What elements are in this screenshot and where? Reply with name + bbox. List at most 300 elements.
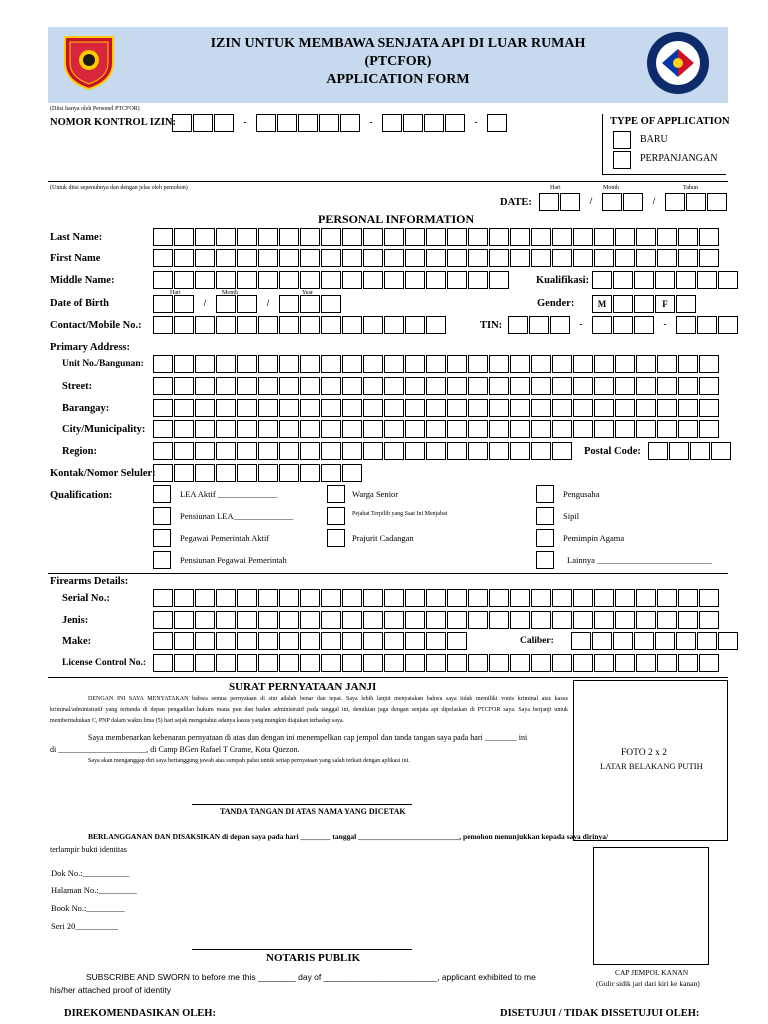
last-name-boxes[interactable] <box>153 228 720 246</box>
lainnya-checkbox[interactable] <box>536 551 554 569</box>
input-box[interactable] <box>468 355 488 373</box>
input-box[interactable] <box>279 228 299 246</box>
input-box[interactable] <box>321 295 341 313</box>
input-box[interactable] <box>529 316 549 334</box>
input-box[interactable] <box>363 228 383 246</box>
input-box[interactable] <box>342 271 362 289</box>
input-box[interactable] <box>594 399 614 417</box>
input-box[interactable] <box>613 632 633 650</box>
middle-name-boxes[interactable] <box>153 271 510 289</box>
input-box[interactable] <box>592 632 612 650</box>
input-box[interactable] <box>342 316 362 334</box>
input-box[interactable] <box>489 654 509 672</box>
input-box[interactable] <box>615 654 635 672</box>
input-box[interactable] <box>489 589 509 607</box>
input-box[interactable] <box>615 589 635 607</box>
input-box[interactable] <box>426 589 446 607</box>
input-box[interactable] <box>258 377 278 395</box>
input-box[interactable] <box>426 632 446 650</box>
input-box[interactable] <box>279 420 299 438</box>
input-box[interactable] <box>447 442 467 460</box>
input-box[interactable] <box>510 355 530 373</box>
input-box[interactable] <box>193 114 213 132</box>
input-box[interactable] <box>489 249 509 267</box>
input-box[interactable] <box>426 355 446 373</box>
input-box[interactable]: - <box>579 319 583 329</box>
input-box[interactable]: / <box>652 196 656 206</box>
input-box[interactable] <box>718 271 738 289</box>
input-box[interactable] <box>153 377 173 395</box>
input-box[interactable] <box>665 193 685 211</box>
input-box[interactable] <box>655 271 675 289</box>
input-box[interactable] <box>531 377 551 395</box>
input-box[interactable] <box>384 420 404 438</box>
input-box[interactable] <box>510 654 530 672</box>
input-box[interactable] <box>174 611 194 629</box>
input-box[interactable] <box>405 654 425 672</box>
input-box[interactable] <box>195 271 215 289</box>
input-box[interactable] <box>489 611 509 629</box>
input-box[interactable] <box>258 464 278 482</box>
input-box[interactable] <box>508 316 528 334</box>
input-box[interactable]: - <box>663 319 667 329</box>
input-box[interactable] <box>258 420 278 438</box>
contact-boxes[interactable] <box>153 316 447 334</box>
input-box[interactable] <box>298 114 318 132</box>
input-box[interactable] <box>300 442 320 460</box>
gender-f-box[interactable]: F <box>655 295 675 313</box>
input-box[interactable] <box>468 228 488 246</box>
input-box[interactable] <box>552 442 572 460</box>
input-box[interactable] <box>321 399 341 417</box>
gender-blank-box[interactable] <box>676 295 696 313</box>
input-box[interactable] <box>216 442 236 460</box>
input-box[interactable] <box>321 654 341 672</box>
input-box[interactable] <box>405 249 425 267</box>
input-box[interactable] <box>699 399 719 417</box>
input-box[interactable] <box>678 399 698 417</box>
input-box[interactable] <box>573 377 593 395</box>
input-box[interactable] <box>319 114 339 132</box>
serial-boxes[interactable] <box>153 589 720 607</box>
input-box[interactable] <box>237 442 257 460</box>
input-box[interactable] <box>678 654 698 672</box>
input-box[interactable] <box>384 316 404 334</box>
input-box[interactable] <box>445 114 465 132</box>
input-box[interactable] <box>531 399 551 417</box>
input-box[interactable] <box>489 420 509 438</box>
input-box[interactable] <box>195 228 215 246</box>
input-box[interactable] <box>489 228 509 246</box>
input-box[interactable] <box>405 316 425 334</box>
input-box[interactable] <box>174 316 194 334</box>
input-box[interactable] <box>174 442 194 460</box>
input-box[interactable] <box>623 193 643 211</box>
jenis-boxes[interactable] <box>153 611 720 629</box>
signature-line[interactable] <box>192 804 412 805</box>
input-box[interactable] <box>384 377 404 395</box>
input-box[interactable] <box>531 589 551 607</box>
input-box[interactable] <box>300 271 320 289</box>
input-box[interactable] <box>363 355 383 373</box>
input-box[interactable]: / <box>589 196 593 206</box>
input-box[interactable] <box>237 377 257 395</box>
input-box[interactable] <box>300 355 320 373</box>
input-box[interactable] <box>321 611 341 629</box>
input-box[interactable] <box>216 611 236 629</box>
input-box[interactable] <box>216 399 236 417</box>
input-box[interactable] <box>636 228 656 246</box>
input-box[interactable] <box>489 442 509 460</box>
input-box[interactable] <box>153 589 173 607</box>
input-box[interactable] <box>594 355 614 373</box>
input-box[interactable] <box>321 420 341 438</box>
input-box[interactable] <box>636 611 656 629</box>
input-box[interactable] <box>237 271 257 289</box>
input-box[interactable] <box>258 355 278 373</box>
input-box[interactable] <box>216 228 236 246</box>
input-box[interactable] <box>237 295 257 313</box>
input-box[interactable] <box>510 228 530 246</box>
input-box[interactable] <box>573 611 593 629</box>
input-box[interactable] <box>510 399 530 417</box>
input-box[interactable] <box>594 420 614 438</box>
input-box[interactable] <box>363 654 383 672</box>
input-box[interactable] <box>216 355 236 373</box>
input-box[interactable] <box>426 377 446 395</box>
input-box[interactable] <box>426 271 446 289</box>
region-boxes[interactable] <box>153 442 573 460</box>
input-box[interactable]: / <box>203 298 207 308</box>
input-box[interactable] <box>405 442 425 460</box>
input-box[interactable] <box>552 228 572 246</box>
input-box[interactable] <box>216 295 236 313</box>
input-box[interactable] <box>405 611 425 629</box>
prajurit-checkbox[interactable] <box>327 529 345 547</box>
input-box[interactable] <box>237 589 257 607</box>
input-box[interactable] <box>216 464 236 482</box>
input-box[interactable] <box>699 228 719 246</box>
input-box[interactable] <box>342 355 362 373</box>
input-box[interactable] <box>426 420 446 438</box>
input-box[interactable] <box>699 377 719 395</box>
input-box[interactable] <box>153 355 173 373</box>
input-box[interactable] <box>552 589 572 607</box>
input-box[interactable] <box>615 355 635 373</box>
input-box[interactable] <box>718 316 738 334</box>
input-box[interactable] <box>258 399 278 417</box>
input-box[interactable] <box>697 316 717 334</box>
input-box[interactable] <box>172 114 192 132</box>
input-box[interactable] <box>636 654 656 672</box>
input-box[interactable] <box>321 464 341 482</box>
input-box[interactable] <box>342 442 362 460</box>
input-box[interactable] <box>321 632 341 650</box>
input-box[interactable] <box>405 589 425 607</box>
input-box[interactable] <box>447 632 467 650</box>
input-box[interactable] <box>258 654 278 672</box>
input-box[interactable] <box>340 114 360 132</box>
input-box[interactable] <box>216 654 236 672</box>
input-box[interactable] <box>342 249 362 267</box>
input-box[interactable] <box>678 355 698 373</box>
input-box[interactable] <box>510 442 530 460</box>
input-box[interactable] <box>384 355 404 373</box>
input-box[interactable] <box>363 316 383 334</box>
input-box[interactable] <box>153 271 173 289</box>
input-box[interactable] <box>363 420 383 438</box>
input-box[interactable] <box>594 377 614 395</box>
input-box[interactable] <box>384 632 404 650</box>
pejabat-checkbox[interactable] <box>327 507 345 525</box>
input-box[interactable] <box>342 611 362 629</box>
kualifikasi-boxes[interactable] <box>592 271 739 289</box>
warga-senior-checkbox[interactable] <box>327 485 345 503</box>
input-box[interactable] <box>300 464 320 482</box>
input-box[interactable] <box>384 654 404 672</box>
input-box[interactable] <box>447 271 467 289</box>
thumbprint-box[interactable] <box>593 847 709 965</box>
input-box[interactable] <box>594 589 614 607</box>
input-box[interactable] <box>174 654 194 672</box>
input-box[interactable] <box>363 377 383 395</box>
input-box[interactable] <box>237 464 257 482</box>
input-box[interactable] <box>174 271 194 289</box>
input-box[interactable] <box>615 611 635 629</box>
input-box[interactable] <box>342 654 362 672</box>
input-box[interactable] <box>195 442 215 460</box>
input-box[interactable] <box>174 295 194 313</box>
input-box[interactable] <box>216 632 236 650</box>
input-box[interactable] <box>636 420 656 438</box>
input-box[interactable] <box>573 249 593 267</box>
input-box[interactable] <box>405 271 425 289</box>
input-box[interactable] <box>636 377 656 395</box>
input-box[interactable] <box>615 399 635 417</box>
lea-aktif-checkbox[interactable] <box>153 485 171 503</box>
input-box[interactable] <box>279 295 299 313</box>
make-boxes[interactable] <box>153 632 468 650</box>
input-box[interactable] <box>657 249 677 267</box>
input-box[interactable] <box>363 442 383 460</box>
input-box[interactable] <box>487 114 507 132</box>
input-box[interactable] <box>258 249 278 267</box>
input-box[interactable] <box>678 611 698 629</box>
input-box[interactable] <box>636 589 656 607</box>
input-box[interactable] <box>615 228 635 246</box>
input-box[interactable] <box>237 355 257 373</box>
input-box[interactable] <box>195 377 215 395</box>
input-box[interactable] <box>321 377 341 395</box>
input-box[interactable] <box>655 632 675 650</box>
input-box[interactable] <box>279 611 299 629</box>
input-box[interactable] <box>237 420 257 438</box>
sipil-checkbox[interactable] <box>536 507 554 525</box>
input-box[interactable] <box>613 316 633 334</box>
input-box[interactable]: - <box>243 117 247 127</box>
input-box[interactable] <box>550 316 570 334</box>
input-box[interactable] <box>300 399 320 417</box>
input-box[interactable] <box>531 654 551 672</box>
input-box[interactable] <box>447 228 467 246</box>
input-box[interactable] <box>279 654 299 672</box>
input-box[interactable] <box>531 228 551 246</box>
input-box[interactable] <box>153 295 173 313</box>
input-box[interactable] <box>657 654 677 672</box>
input-box[interactable] <box>321 316 341 334</box>
input-box[interactable] <box>634 632 654 650</box>
input-box[interactable]: - <box>474 117 478 127</box>
input-box[interactable] <box>403 114 423 132</box>
input-box[interactable] <box>615 377 635 395</box>
input-box[interactable] <box>342 464 362 482</box>
input-box[interactable] <box>676 316 696 334</box>
input-box[interactable] <box>426 399 446 417</box>
input-box[interactable] <box>153 420 173 438</box>
input-box[interactable]: / <box>266 298 270 308</box>
input-box[interactable] <box>384 611 404 629</box>
kontak-boxes[interactable] <box>153 464 363 482</box>
input-box[interactable] <box>300 589 320 607</box>
input-box[interactable] <box>531 611 551 629</box>
input-box[interactable] <box>384 271 404 289</box>
input-box[interactable] <box>153 228 173 246</box>
input-box[interactable] <box>153 654 173 672</box>
input-box[interactable] <box>174 355 194 373</box>
input-box[interactable] <box>573 355 593 373</box>
input-box[interactable] <box>573 654 593 672</box>
input-box[interactable] <box>699 611 719 629</box>
input-box[interactable] <box>216 271 236 289</box>
input-box[interactable] <box>363 399 383 417</box>
input-box[interactable] <box>258 611 278 629</box>
input-box[interactable] <box>279 399 299 417</box>
input-box[interactable] <box>279 355 299 373</box>
input-box[interactable] <box>321 249 341 267</box>
input-box[interactable] <box>468 377 488 395</box>
gender-boxes[interactable] <box>592 295 697 313</box>
input-box[interactable] <box>195 589 215 607</box>
input-box[interactable] <box>657 420 677 438</box>
input-box[interactable] <box>636 249 656 267</box>
input-box[interactable] <box>153 632 173 650</box>
input-box[interactable] <box>279 316 299 334</box>
input-box[interactable] <box>300 295 320 313</box>
street-boxes[interactable] <box>153 377 720 395</box>
input-box[interactable] <box>300 377 320 395</box>
input-box[interactable] <box>447 399 467 417</box>
input-box[interactable] <box>560 193 580 211</box>
input-box[interactable] <box>342 420 362 438</box>
input-box[interactable] <box>174 399 194 417</box>
input-box[interactable] <box>676 271 696 289</box>
input-box[interactable] <box>690 442 710 460</box>
input-box[interactable] <box>363 271 383 289</box>
input-box[interactable] <box>174 464 194 482</box>
postal-code-boxes[interactable] <box>648 442 732 460</box>
input-box[interactable] <box>342 228 362 246</box>
input-box[interactable] <box>300 249 320 267</box>
input-box[interactable] <box>531 420 551 438</box>
input-box[interactable] <box>258 589 278 607</box>
input-box[interactable] <box>300 420 320 438</box>
input-box[interactable] <box>237 399 257 417</box>
input-box[interactable] <box>405 228 425 246</box>
input-box[interactable] <box>539 193 559 211</box>
input-box[interactable] <box>510 611 530 629</box>
input-box[interactable] <box>256 114 276 132</box>
first-name-boxes[interactable] <box>153 249 720 267</box>
input-box[interactable] <box>615 420 635 438</box>
input-box[interactable] <box>489 399 509 417</box>
input-box[interactable] <box>405 377 425 395</box>
input-box[interactable] <box>573 399 593 417</box>
input-box[interactable] <box>300 228 320 246</box>
input-box[interactable] <box>615 249 635 267</box>
input-box[interactable] <box>384 442 404 460</box>
input-box[interactable] <box>405 355 425 373</box>
input-box[interactable] <box>237 654 257 672</box>
input-box[interactable] <box>594 611 614 629</box>
input-box[interactable] <box>405 399 425 417</box>
input-box[interactable] <box>258 632 278 650</box>
input-box[interactable] <box>699 420 719 438</box>
input-box[interactable] <box>468 249 488 267</box>
input-box[interactable] <box>552 355 572 373</box>
notary-signature-line[interactable] <box>192 949 412 950</box>
date-boxes[interactable] <box>539 193 728 211</box>
license-boxes[interactable] <box>153 654 720 672</box>
input-box[interactable] <box>195 654 215 672</box>
input-box[interactable] <box>195 355 215 373</box>
gender-blank-box[interactable] <box>613 295 633 313</box>
input-box[interactable] <box>321 271 341 289</box>
input-box[interactable] <box>279 464 299 482</box>
input-box[interactable] <box>573 228 593 246</box>
input-box[interactable] <box>552 377 572 395</box>
input-box[interactable] <box>636 399 656 417</box>
baru-checkbox[interactable] <box>613 131 631 149</box>
input-box[interactable] <box>468 442 488 460</box>
input-box[interactable] <box>531 355 551 373</box>
input-box[interactable] <box>657 589 677 607</box>
input-box[interactable] <box>489 377 509 395</box>
pensiunan-pegawai-checkbox[interactable] <box>153 551 171 569</box>
input-box[interactable] <box>697 632 717 650</box>
input-box[interactable] <box>678 589 698 607</box>
input-box[interactable] <box>321 442 341 460</box>
pegawai-aktif-checkbox[interactable] <box>153 529 171 547</box>
input-box[interactable] <box>426 228 446 246</box>
input-box[interactable] <box>447 611 467 629</box>
input-box[interactable] <box>277 114 297 132</box>
input-box[interactable] <box>468 271 488 289</box>
input-box[interactable] <box>237 632 257 650</box>
input-box[interactable] <box>426 654 446 672</box>
input-box[interactable]: - <box>369 117 373 127</box>
input-box[interactable] <box>594 249 614 267</box>
caliber-boxes[interactable] <box>571 632 739 650</box>
input-box[interactable] <box>342 589 362 607</box>
input-box[interactable] <box>426 611 446 629</box>
input-box[interactable] <box>153 464 173 482</box>
input-box[interactable] <box>384 228 404 246</box>
input-box[interactable] <box>279 377 299 395</box>
input-box[interactable] <box>195 611 215 629</box>
input-box[interactable] <box>592 271 612 289</box>
input-box[interactable] <box>699 654 719 672</box>
input-box[interactable] <box>711 442 731 460</box>
